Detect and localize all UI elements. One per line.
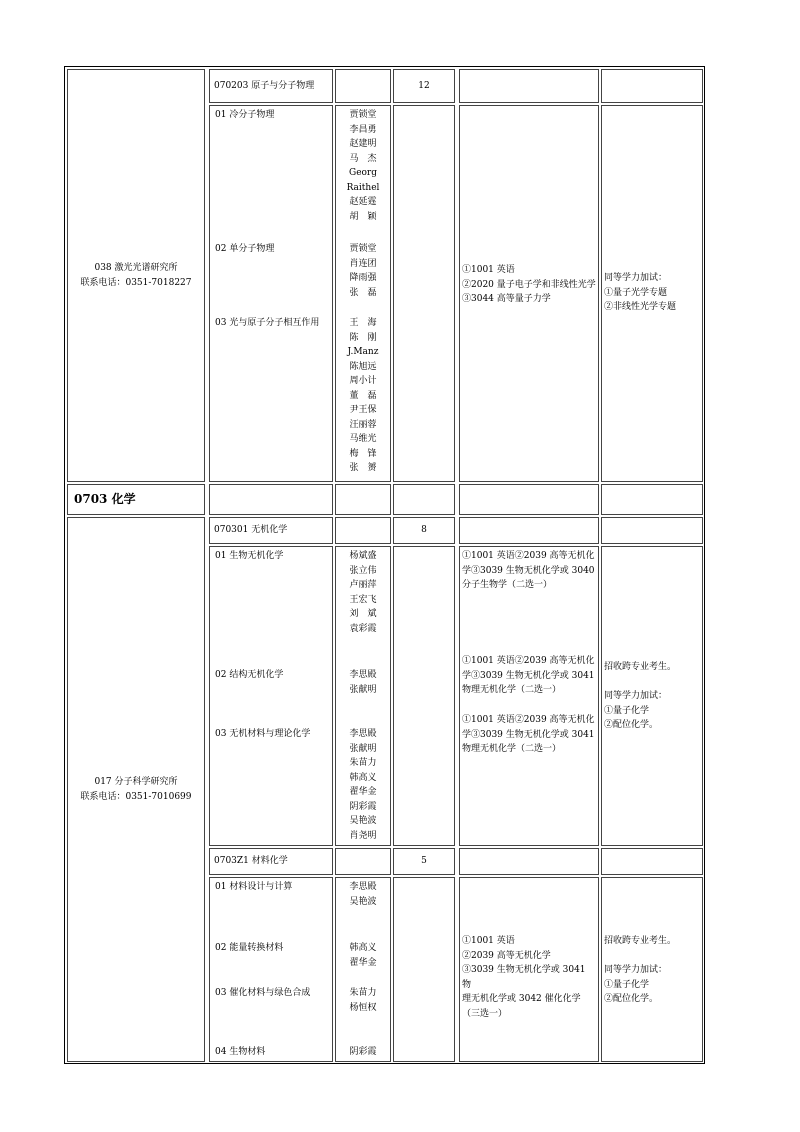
section-title: 0703 化学 [74, 492, 136, 507]
tutor-name: 朱苗力 [349, 758, 377, 768]
tutor-name: 贾锁堂 [349, 110, 377, 120]
direction-name: 02 单分子物理 [215, 244, 275, 254]
tutor-name: 卢丽萍 [349, 580, 377, 590]
unit-cell-038 [67, 69, 205, 482]
tutor-list-2 [336, 941, 390, 970]
major-cell [209, 517, 333, 544]
tutor-name: 王宏飞 [349, 594, 377, 605]
tutor-name: 尹王保 [349, 405, 377, 415]
remark-line [604, 675, 700, 690]
enroll-count: 12 [418, 80, 430, 91]
major-name: 070203 原子与分子物理 [214, 80, 315, 91]
direction-cell [209, 877, 333, 1062]
exam-line: 学③3039 生物无机化学或 3040 [462, 565, 595, 576]
section-header-blank [459, 484, 599, 515]
exam-subjects [462, 654, 596, 698]
exam-line: ①1001 英语 [462, 936, 515, 946]
exam-cell [459, 105, 599, 482]
tutor-name: 贾锁堂 [349, 244, 377, 254]
tutor-name: 阴彩霞 [349, 801, 377, 812]
tutor-name: 朱苗力 [349, 988, 377, 998]
enroll-detail-cell [393, 877, 455, 1062]
exam-line: 学③3039 生物无机化学或 3041 [462, 670, 595, 681]
remark-line: ①量子化学 [604, 705, 650, 716]
direction-name: 04 生物材料 [215, 1047, 266, 1057]
direction-name: 03 催化材料与绿色合成 [215, 988, 311, 998]
direction-name: 02 能量转换材料 [215, 943, 284, 953]
tutor-name: 张 赟 [349, 463, 377, 473]
tutor-name: 肖尧明 [349, 830, 377, 841]
tutor-name: 吴艳波 [349, 816, 377, 826]
tutor-name: 韩高义 [349, 943, 377, 953]
exam-subjects [462, 549, 596, 593]
remark-line: ②非线性光学专题 [604, 302, 677, 312]
remark-text [604, 271, 700, 315]
direction-name: 03 光与原子分子相互作用 [215, 318, 320, 328]
tutor-cell [335, 546, 391, 846]
exam-line: ③3039 生物无机化学或 3041 物 [462, 965, 586, 990]
enroll-cell [393, 69, 455, 103]
tutor-name: 梅 锋 [349, 448, 377, 459]
tutor-name: 张献明 [349, 684, 377, 695]
tutor-list-2 [336, 242, 390, 300]
tutor-cell [335, 877, 391, 1062]
major-cell [209, 848, 333, 875]
remark-cell [601, 877, 703, 1062]
enroll-cell [393, 848, 455, 875]
tutor-name: 阴彩霞 [349, 1047, 377, 1057]
tutor-name: 翟华金 [349, 957, 377, 968]
tutor-name: 张献明 [349, 743, 377, 754]
tutor-name: 张 磊 [349, 287, 377, 298]
enroll-detail-cell [393, 105, 455, 482]
exam-line: ①1001 英语②2039 高等无机化 [462, 551, 595, 561]
tutor-name: 陈旭远 [349, 361, 377, 372]
exam-subjects [462, 713, 596, 757]
section-header [67, 484, 205, 515]
remark-cell [601, 546, 703, 846]
major-name: 070301 无机化学 [214, 525, 288, 536]
remark-line: ②配位化学。 [604, 994, 659, 1004]
direction-cell [209, 546, 333, 846]
unit-cell-017 [67, 517, 205, 1062]
exam-line: 学③3039 生物无机化学或 3041 [462, 729, 595, 740]
exam-line: ①1001 英语 [462, 265, 515, 275]
exam-header-cell [459, 848, 599, 875]
exam-cell [459, 546, 599, 846]
tutor-list-2 [336, 668, 390, 697]
tutor-name: 杨恒权 [349, 1002, 377, 1013]
unit-name: 017 分子科学研究所 [94, 777, 178, 787]
exam-line: ①1001 英语②2039 高等无机化 [462, 715, 595, 725]
exam-cell [459, 877, 599, 1062]
remark-header-cell [601, 69, 703, 103]
exam-line: ②2039 高等无机化学 [462, 950, 551, 961]
tutor-name: 袁彩霞 [349, 623, 377, 634]
section-header-blank [209, 484, 333, 515]
exam-line: ②2020 量子电子学和非线性光学 [462, 279, 596, 290]
tutor-name: 翟华金 [349, 787, 377, 797]
tutor-name: 刘 斌 [349, 609, 377, 619]
exam-line: ③3044 高等量子力学 [462, 294, 551, 304]
tutor-name: 张立伟 [349, 565, 377, 576]
unit-name: 038 激光光谱研究所 [94, 263, 178, 273]
tutor-name: 赵建明 [349, 139, 377, 149]
remark-line: ①量子化学 [604, 979, 650, 990]
exam-line: ①1001 英语②2039 高等无机化 [462, 656, 595, 666]
remark-line: 招收跨专业考生。 [604, 662, 677, 672]
exam-line: 物理无机化学（二选一） [462, 744, 562, 754]
remark-line: ②配位化学。 [604, 720, 659, 730]
tutor-name: 赵延霆 [349, 197, 377, 207]
tutor-name: 周小计 [349, 376, 377, 386]
tutor-name: 陈 刚 [349, 332, 377, 343]
section-header-blank [393, 484, 455, 515]
enroll-count: 5 [421, 856, 427, 867]
tutor-name: 胡 颖 [349, 211, 377, 222]
direction-cell [209, 105, 333, 482]
tutor-cell [335, 105, 391, 482]
tutor-name: 马维光 [349, 434, 377, 444]
direction-name: 02 结构无机化学 [215, 670, 284, 680]
tutor-name: 李思殿 [349, 729, 377, 739]
major-cell [209, 69, 333, 103]
exam-header-cell [459, 517, 599, 544]
exam-line: 理无机化学或 3042 催化化学 [462, 994, 581, 1004]
tutor-name: Raithel [346, 182, 380, 193]
direction-name: 01 材料设计与计算 [215, 882, 293, 892]
tutor-name: 董 磊 [349, 390, 377, 401]
remark-text [604, 660, 700, 733]
exam-line: 物理无机化学（二选一） [462, 685, 562, 695]
direction-name: 01 冷分子物理 [215, 110, 275, 120]
direction-name: 01 生物无机化学 [215, 551, 284, 561]
tutor-list-1 [336, 549, 390, 636]
tutor-name: 王 海 [349, 318, 377, 328]
tutor-name: 韩高义 [349, 772, 377, 783]
exam-header-cell [459, 69, 599, 103]
section-header-blank [601, 484, 703, 515]
unit-phone: 联系电话：0351-7018227 [80, 277, 192, 288]
tutor-name: J.Manz [347, 347, 379, 357]
unit-phone: 联系电话：0351-7010699 [80, 791, 192, 802]
tutor-name: 李昌勇 [349, 124, 377, 135]
tutor-name: 吴艳波 [349, 896, 377, 907]
remark-cell [601, 105, 703, 482]
tutor-list-1 [336, 108, 390, 224]
tutor-name: 肖连团 [349, 258, 377, 269]
tutor-name: 马 杰 [349, 153, 377, 164]
tutor-list-3 [336, 986, 390, 1015]
tutor-list-1 [336, 880, 390, 909]
tutor-header-cell [335, 517, 391, 544]
section-header-blank [335, 484, 391, 515]
remark-line: 同等学力加试： [604, 965, 668, 975]
remark-line: 同等学力加试： [604, 691, 668, 701]
remark-line [604, 949, 700, 964]
tutor-name: 汪丽蓉 [349, 419, 377, 430]
direction-name: 03 无机材料与理论化学 [215, 729, 311, 739]
remark-header-cell [601, 848, 703, 875]
major-name: 0703Z1 材料化学 [214, 856, 288, 867]
remark-header-cell [601, 517, 703, 544]
tutor-list-3 [336, 727, 390, 843]
exam-subjects [462, 934, 596, 1021]
remark-line: ①量子光学专题 [604, 287, 668, 298]
tutor-header-cell [335, 848, 391, 875]
enroll-count: 8 [421, 525, 427, 536]
tutor-list-4 [336, 1045, 390, 1060]
tutor-name: Georg [349, 168, 377, 178]
tutor-name: 李思殿 [349, 882, 377, 892]
enroll-cell [393, 517, 455, 544]
tutor-name: 降雨强 [349, 273, 377, 283]
tutor-name: 李思殿 [349, 670, 377, 680]
remark-line: 招收跨专业考生。 [604, 936, 677, 946]
tutor-list-3 [336, 316, 390, 476]
exam-line: （三选一） [462, 1008, 508, 1019]
remark-text [604, 934, 700, 1007]
remark-line: 同等学力加试： [604, 273, 668, 283]
tutor-header-cell [335, 69, 391, 103]
tutor-name: 杨斌盛 [349, 551, 377, 561]
enroll-detail-cell [393, 546, 455, 846]
exam-subjects [462, 263, 596, 307]
exam-line: 分子生物学（二选一） [462, 580, 553, 590]
